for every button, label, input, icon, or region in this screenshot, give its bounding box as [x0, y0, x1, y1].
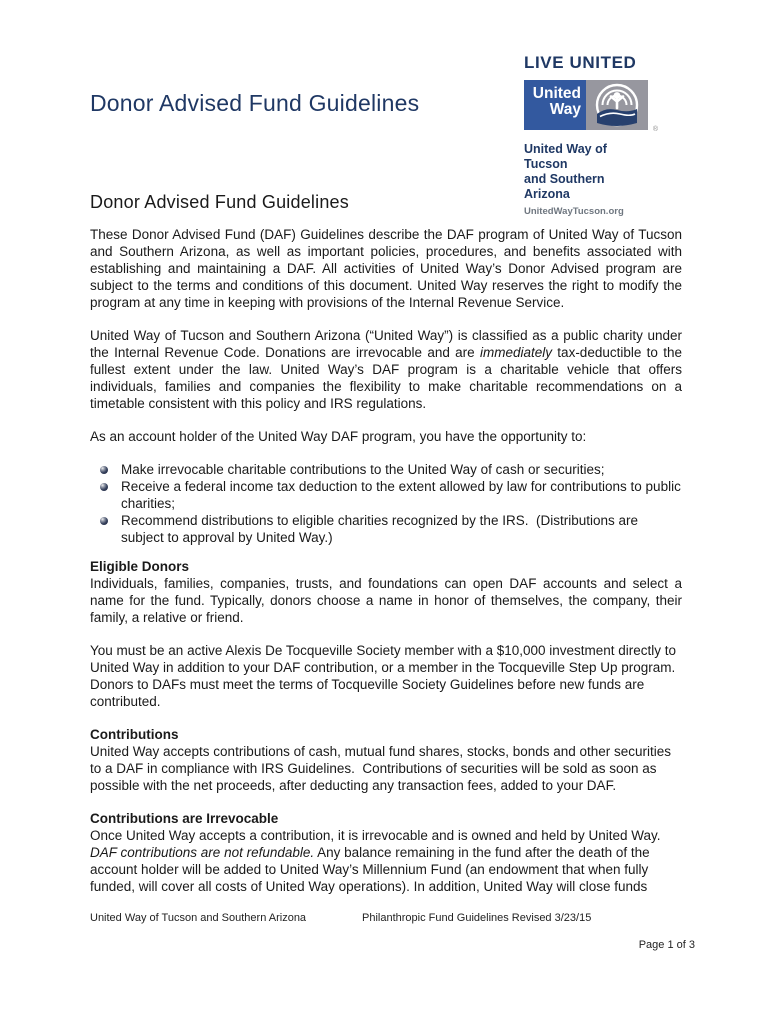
irrevocable-text-pre: Once United Way accepts a contribution, it is irrevocable and is owned and held by United Way. — [90, 828, 661, 843]
eligible-donors-paragraph-2: You must be an active Alexis De Tocqueville Society member with a $10,000 investment directly to United Way in addition to your DAF contribution, or a member in the Tocqueville Step Up program. Donors to DAFs must meet the terms of Tocqueville Society Guidelines before new funds are contributed. — [90, 643, 677, 709]
opportunity-paragraph: As an account holder of the United Way DAF program, you have the opportunity to: — [90, 429, 587, 444]
eligible-donors-paragraph-1: Individuals, families, companies, trusts, and foundations can open DAF accounts and select a name for the fund. Typically, donors choose a name in honor of themselves, the company, their family, a relative or friend. — [90, 576, 682, 625]
contributions-paragraph: United Way accepts contributions of cash, mutual fund shares, stocks, bonds and other securities to a DAF in compliance with IRS Guidelines. Contributions of securities will be sold as soon as possible with the net proceeds, after deducting any transaction fees, added to your DAF. — [90, 744, 675, 793]
united-way-wordmark — [524, 80, 586, 130]
wordmark-line1: United — [532, 85, 581, 102]
helping-hand-icon — [586, 80, 648, 130]
live-united-wordmark: LIVE UNITED — [524, 53, 637, 72]
united-way-lockup — [524, 80, 658, 133]
irrevocable-text-post: Any balance remaining in the fund after the death of the account holder will be added to United Way’s Millennium Fund (an endowment that when fully funded, will cover all costs of United Way operations). In addition, United Way will close funds — [90, 845, 650, 894]
org-website: UnitedWayTucson.org — [524, 206, 624, 217]
section-heading-contributions: Contributions — [90, 727, 179, 742]
registered-trademark: ® — [652, 126, 658, 133]
irrevocable-text-italic: DAF contributions are not refundable. — [90, 845, 315, 860]
wordmark-line2: Way — [549, 101, 581, 118]
sphere-bullet-icon — [100, 466, 108, 474]
org-name — [524, 142, 650, 202]
org-name-line2: and Southern Arizona — [524, 172, 605, 201]
sphere-bullet-icon — [100, 517, 108, 525]
section-heading-irrevocable: Contributions are Irrevocable — [90, 811, 279, 826]
list-item — [90, 461, 682, 478]
list-item-text: Make irrevocable charitable contributions to the United Way of cash or securities; — [121, 462, 605, 477]
irrevocable-paragraph — [90, 827, 682, 895]
list-item-text: Recommend distributions to eligible charities recognized by the IRS. (Distributions are subject to approval by United Way.) — [121, 513, 642, 545]
opportunity-list — [90, 461, 682, 546]
list-item — [90, 512, 682, 546]
footer-org-name: United Way of Tucson and Southern Arizona — [90, 912, 307, 924]
list-item — [90, 478, 682, 512]
document-body — [90, 194, 682, 911]
footer-row — [90, 912, 695, 926]
classified-text-post: tax-deductible to the fullest extent under the law. United Way’s DAF program is a charitable vehicle that offers individuals, families and companies the flexibility to make charitable recommendations on a timetable consistent with this policy and IRS regulations. — [90, 345, 682, 411]
intro-paragraph: These Donor Advised Fund (DAF) Guidelines describe the DAF program of United Way of Tucson and Southern Arizona, as well as important policies, procedures, and benefits associated with establishing and maintaining a DAF. All activities of United Way’s Donor Advised program are subject to the terms and conditions of this document. United Way reserves the right to modify the program at any time in keeping with provisions of the Internal Revenue Service. — [90, 227, 682, 310]
united-way-logo — [524, 53, 658, 217]
document-title: Donor Advised Fund Guidelines — [90, 90, 420, 116]
sphere-bullet-icon — [100, 483, 108, 491]
section-heading-eligible-donors: Eligible Donors — [90, 559, 190, 574]
classified-paragraph — [90, 327, 682, 412]
classified-text-pre: United Way of Tucson and Southern Arizona (“United Way”) is classified as a public charity under the Internal Revenue Code. Donations are irrevocable and are — [90, 328, 682, 360]
list-item-text: Receive a federal income tax deduction to the extent allowed by law for contributions to public charities; — [121, 479, 681, 511]
org-name-line1: United Way of Tucson — [524, 142, 607, 171]
page-footer — [90, 912, 695, 951]
section-main-heading: Donor Advised Fund Guidelines — [90, 192, 349, 212]
footer-doc-revision: Philanthropic Fund Guidelines Revised 3/23/15 — [362, 912, 592, 924]
footer-page-number: Page 1 of 3 — [638, 939, 695, 951]
classified-text-italic: immediately — [479, 345, 552, 360]
